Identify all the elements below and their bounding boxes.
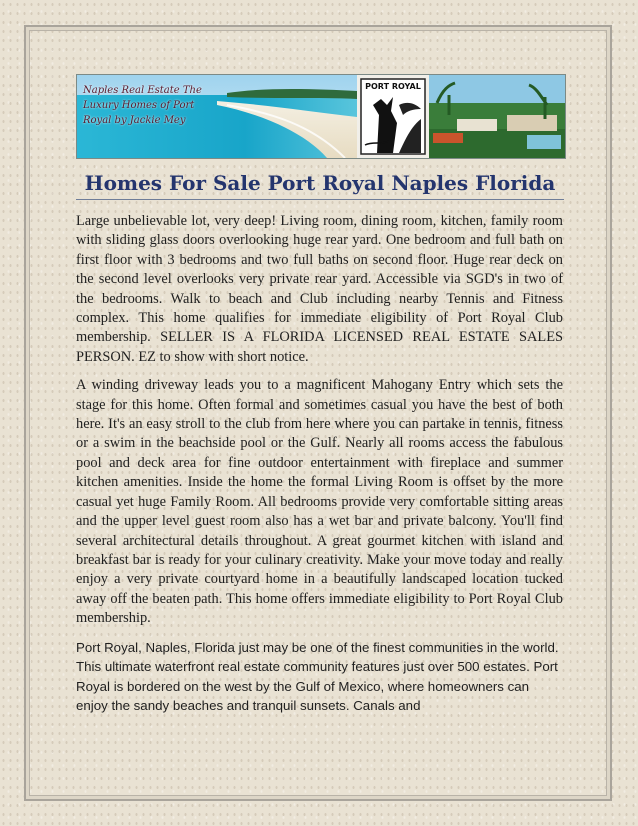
paragraph-listing-2: A winding driveway leads you to a magnificent Mahogany Entry which sets the stage for this home. Often formal and sometimes casual you have the best of both here. It's an easy stroll to the club from here where you can partake in tennis, fitness or a swim in the beachside pool or the Gulf. Nearly all rooms access the fabulous pool and deck area for fine outdoor entertainment with fireplace and summer kitchen amenities. Inside the home the formal Living Room is offset by the more casual yet huge Family Room. All bedrooms provide very comfortable sitting areas and the upper level guest room also has a wet bar and private balcony. You'll find several architectural details throughout. A great gourmet kitchen with island and breakfast bar is ready for your culinary creativity. Make your move today and really enjoy a very private courtyard home in a beautifully landscaped location tucked away off the beaten path. This home offers immediate eligibility to Port Royal Club membership. (76, 377, 563, 627)
article-body (76, 212, 563, 725)
header-banner-image (76, 74, 566, 159)
paragraph-listing-1: Large unbelievable lot, very deep! Living room, dining room, kitchen, family room with sliding glass doors overlooking huge rear yard. One bedroom and full bath on first floor with 3 bedrooms and two full baths on second floor. Huge rear deck on the second level overlooks very private rear yard. Accessible via SGD's in two of the bedrooms. Walk to beach and Club including nearby Tennis and Fitness complex. This home qualifies for immediate eligibility of Port Royal Club membership. SELLER IS A FLORIDA LICENSED REAL ESTATE SALES PERSON. EZ to show with short notice. (76, 213, 563, 365)
paragraph-community: Port Royal, Naples, Florida just may be one of the finest communities in the world. This ultimate waterfront real estate community features just over 500 estates. Port Royal is bordered on the west by the Gulf of Mexico, where homeowners can enjoy the sandy beaches and tranquil sunsets. Canals and (76, 639, 559, 714)
banner-tagline: Naples Real Estate The Luxury Homes of Port Royal by Jackie Mey (83, 85, 202, 126)
page-title: Homes For Sale Port Royal Naples Florida (84, 171, 556, 195)
port-royal-logo-text: PORT ROYAL (365, 82, 421, 91)
title-divider (76, 199, 564, 200)
